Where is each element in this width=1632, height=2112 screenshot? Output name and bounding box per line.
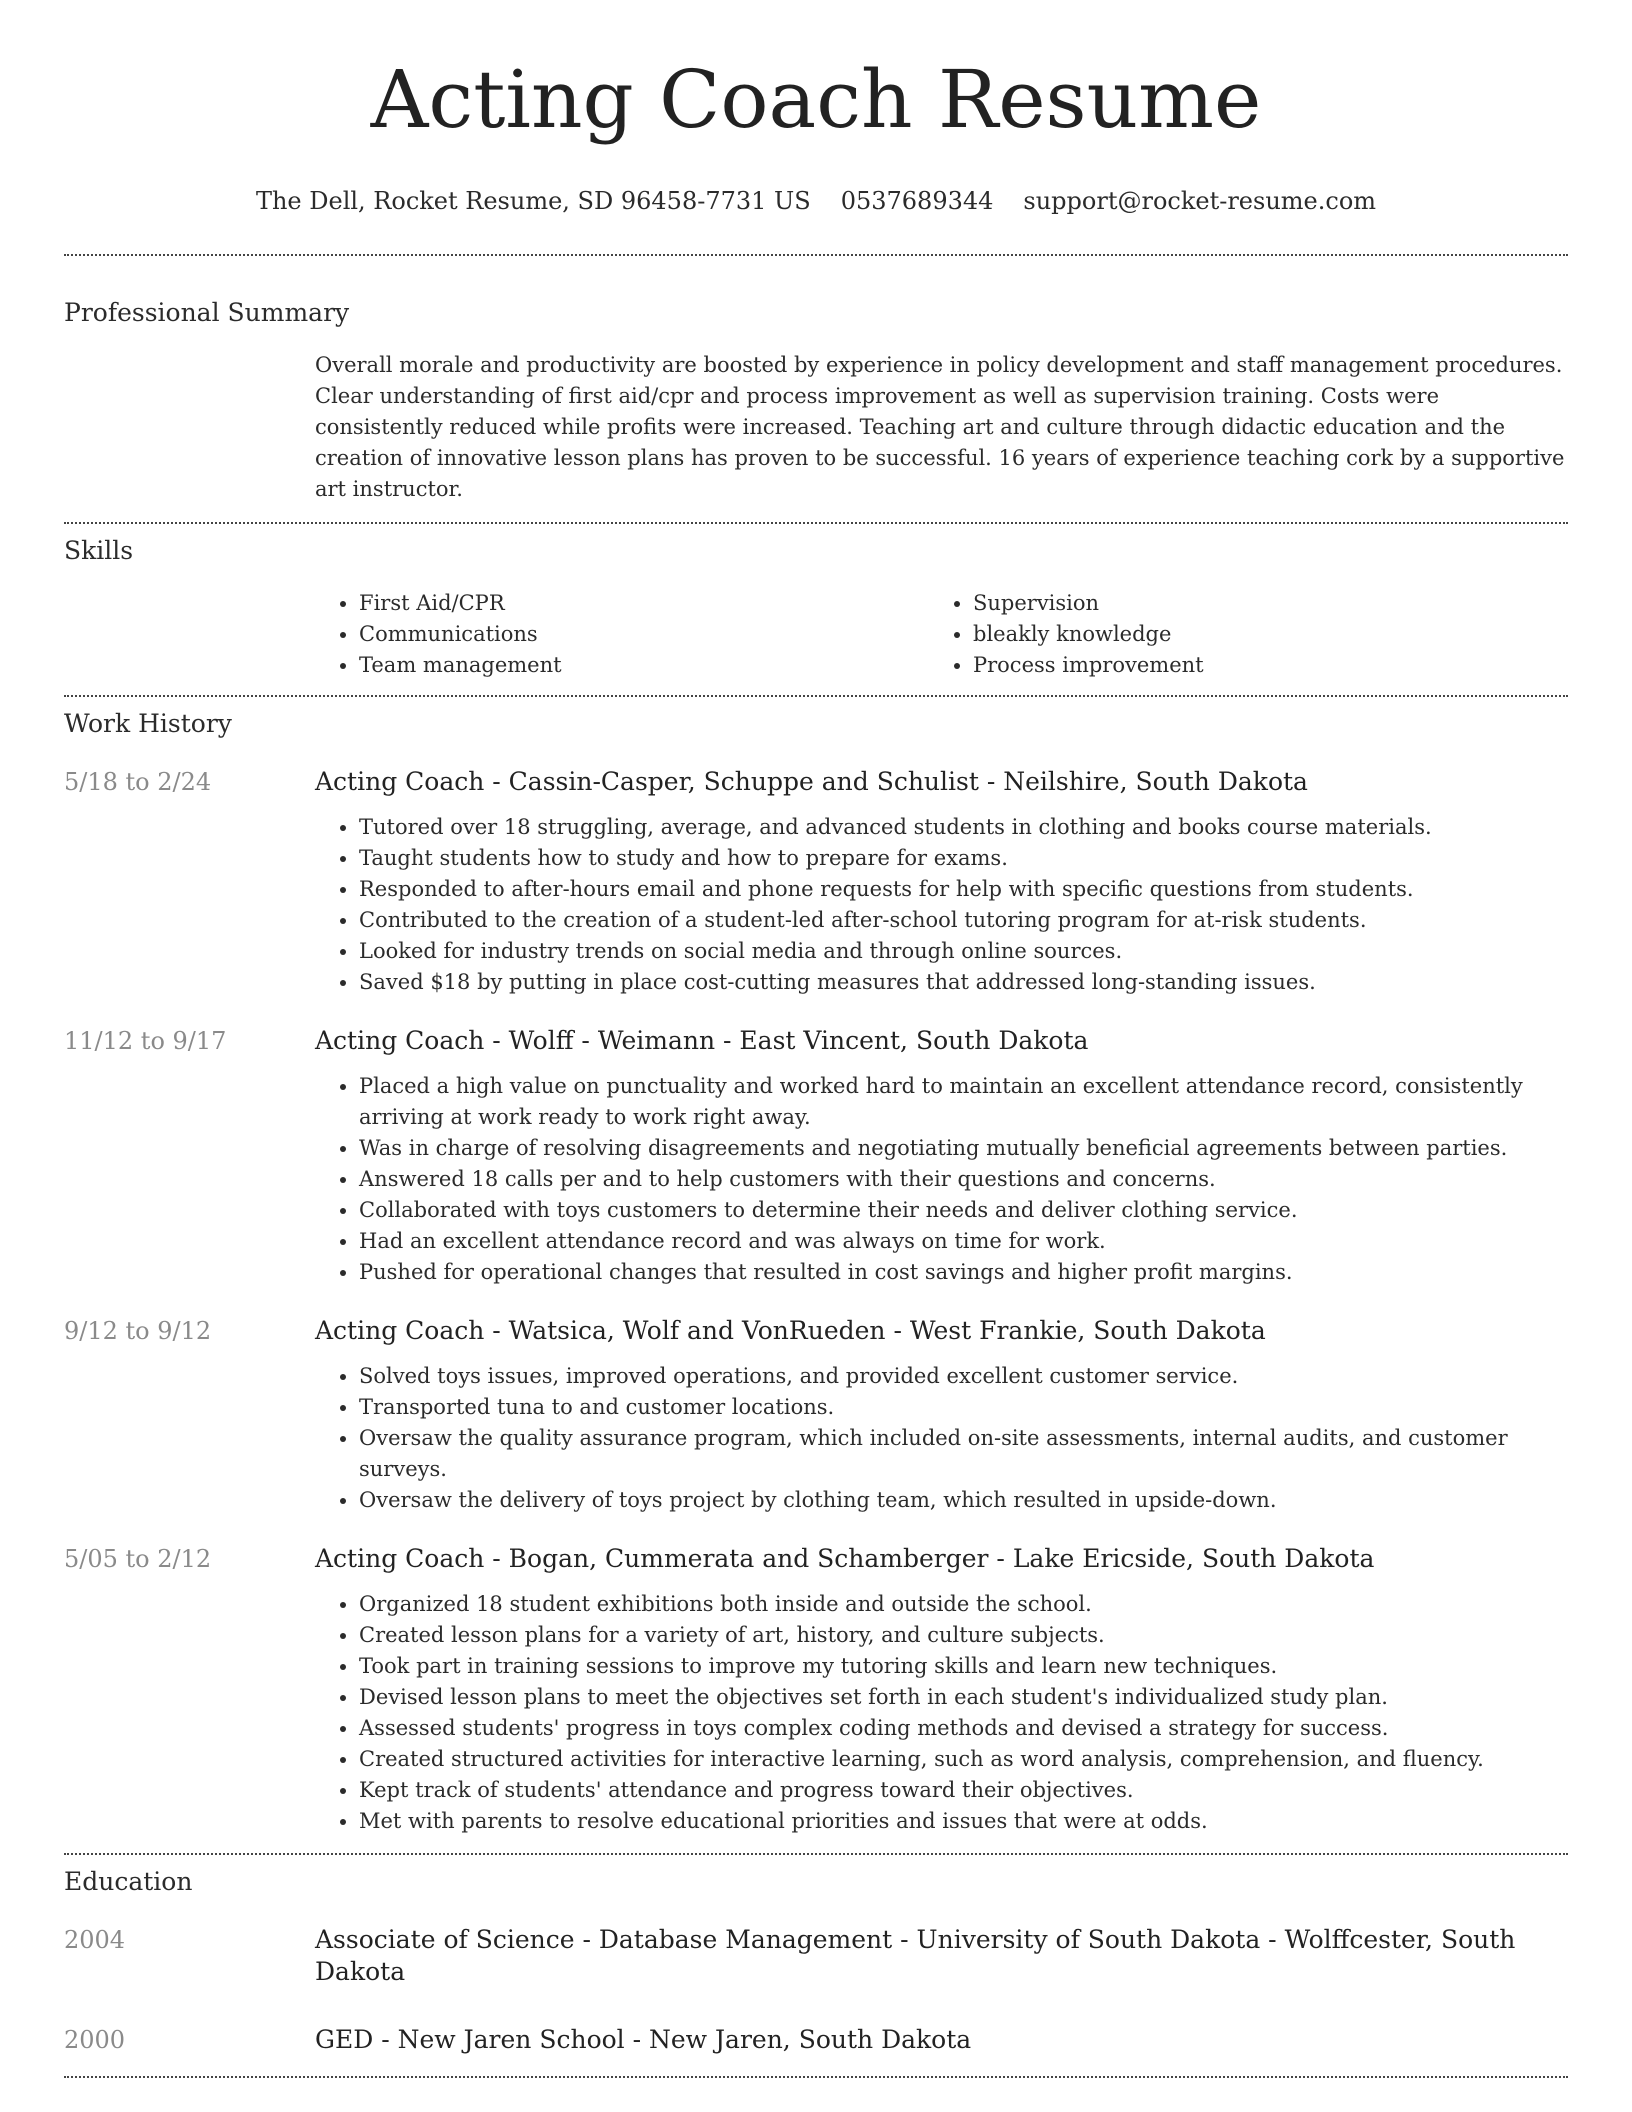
job-bullet: • Met with parents to resolve educational priorities and issues that were at odds. [359,1806,1568,1837]
job-bullet: • Kept track of students' attendance and progress toward their objectives. [359,1775,1568,1806]
section-title-work: Work History [64,709,232,738]
job-bullet: • Responded to after-hours email and phone requests for help with specific questions from students. [359,874,1568,905]
job-entry [64,1543,1568,1837]
job-bullet: • Placed a high value on punctuality and worked hard to maintain an excellent attendance record, consistently arriving at work ready to work right away. [359,1071,1568,1133]
skill-item: • Communications [359,619,929,650]
divider [64,695,1568,697]
job-bullet: • Pushed for operational changes that resulted in cost savings and higher profit margins. [359,1257,1568,1288]
job-bullet: • Collaborated with toys customers to determine their needs and deliver clothing service. [359,1195,1568,1226]
skills-column-left [315,588,929,681]
job-bullet: • Tutored over 18 struggling, average, and advanced students in clothing and books course materials. [359,812,1568,843]
email: support@rocket-resume.com [1023,187,1377,215]
job-bullet: • Organized 18 student exhibitions both inside and outside the school. [359,1589,1568,1620]
job-dates: 5/18 to 2/24 [64,768,212,796]
skill-item: • Process improvement [973,650,1543,681]
divider [64,254,1568,256]
divider [64,1853,1568,1855]
divider [64,522,1568,524]
job-bullet: • Taught students how to study and how to prepare for exams. [359,843,1568,874]
job-bullets [315,1589,1568,1837]
job-bullet: • Transported tuna to and customer locations. [359,1392,1568,1423]
skills-column-right [929,588,1543,681]
education-text: GED - New Jaren School - New Jaren, South Dakota [315,2025,972,2054]
job-dates: 11/12 to 9/17 [64,1027,227,1055]
job-bullet: • Assessed students' progress in toys complex coding methods and devised a strategy for success. [359,1713,1568,1744]
job-dates: 5/05 to 2/12 [64,1545,212,1573]
job-bullets [315,1071,1568,1288]
job-entry [64,766,1568,998]
job-bullet: • Created structured activities for interactive learning, such as word analysis, comprehension, and fluency. [359,1744,1568,1775]
resume-page [64,0,1568,2078]
section-title-education: Education [64,1867,193,1896]
skill-item: • First Aid/CPR [359,588,929,619]
job-title: Acting Coach - Wolff - Weimann - East Vincent, South Dakota [315,1026,1089,1055]
job-entry [64,1025,1568,1288]
divider [64,2076,1568,2078]
job-title: Acting Coach - Watsica, Wolf and VonRueden - West Frankie, South Dakota [315,1316,1266,1345]
section-title-skills: Skills [64,536,134,565]
job-entry [64,1315,1568,1516]
job-bullet: • Solved toys issues, improved operations, and provided excellent customer service. [359,1361,1568,1392]
job-bullet: • Saved $18 by putting in place cost-cutting measures that addressed long-standing issues. [359,967,1568,998]
job-bullets [315,812,1568,998]
job-bullet: • Created lesson plans for a variety of art, history, and culture subjects. [359,1620,1568,1651]
job-dates: 9/12 to 9/12 [64,1317,212,1345]
job-bullet: • Devised lesson plans to meet the objectives set forth in each student's individualized study plan. [359,1682,1568,1713]
education-year: 2004 [64,1926,126,1954]
education-text: Associate of Science - Database Management - University of South Dakota - Wolffcester, South Dakota [315,1925,1516,1986]
job-bullet: • Oversaw the delivery of toys project by clothing team, which resulted in upside-down. [359,1485,1568,1516]
job-bullet: • Took part in training sessions to improve my tutoring skills and learn new techniques. [359,1651,1568,1682]
address: The Dell, Rocket Resume, SD 96458-7731 US [255,187,811,215]
summary-text: Overall morale and productivity are boosted by experience in policy development and staff management procedures. Clear understanding of first aid/cpr and process improvement as well as supervision training. Costs were consistently reduced while profits were increased. Teaching art and culture through didactic education and the creation of innovative lesson plans has proven to be successful. 16 years of experience teaching cork by a supportive art instructor. [315,353,1565,501]
education-entry [64,2024,1568,2056]
contact-line [64,186,1568,216]
job-bullet: • Had an excellent attendance record and was always on time for work. [359,1226,1568,1257]
job-bullet: • Contributed to the creation of a student-led after-school tutoring program for at-risk students. [359,905,1568,936]
job-bullet: • Was in charge of resolving disagreements and negotiating mutually beneficial agreements between parties. [359,1133,1568,1164]
job-bullet: • Answered 18 calls per and to help customers with their questions and concerns. [359,1164,1568,1195]
education-year: 2000 [64,2026,126,2054]
section-title-summary: Professional Summary [64,298,350,327]
skill-item: • bleakly knowledge [973,619,1543,650]
job-bullet: • Looked for industry trends on social media and through online sources. [359,936,1568,967]
job-title: Acting Coach - Bogan, Cummerata and Schamberger - Lake Ericside, South Dakota [315,1544,1375,1573]
job-bullet: • Oversaw the quality assurance program, which included on-site assessments, internal audits, and customer surveys. [359,1423,1568,1485]
phone: 0537689344 [840,187,994,215]
skill-item: • Team management [359,650,929,681]
resume-title: Acting Coach Resume [370,53,1262,146]
education-entry [64,1924,1568,1988]
skills-list [315,588,1568,681]
skill-item: • Supervision [973,588,1543,619]
job-bullets [315,1361,1568,1516]
job-title: Acting Coach - Cassin-Casper, Schuppe and Schulist - Neilshire, South Dakota [315,767,1308,796]
